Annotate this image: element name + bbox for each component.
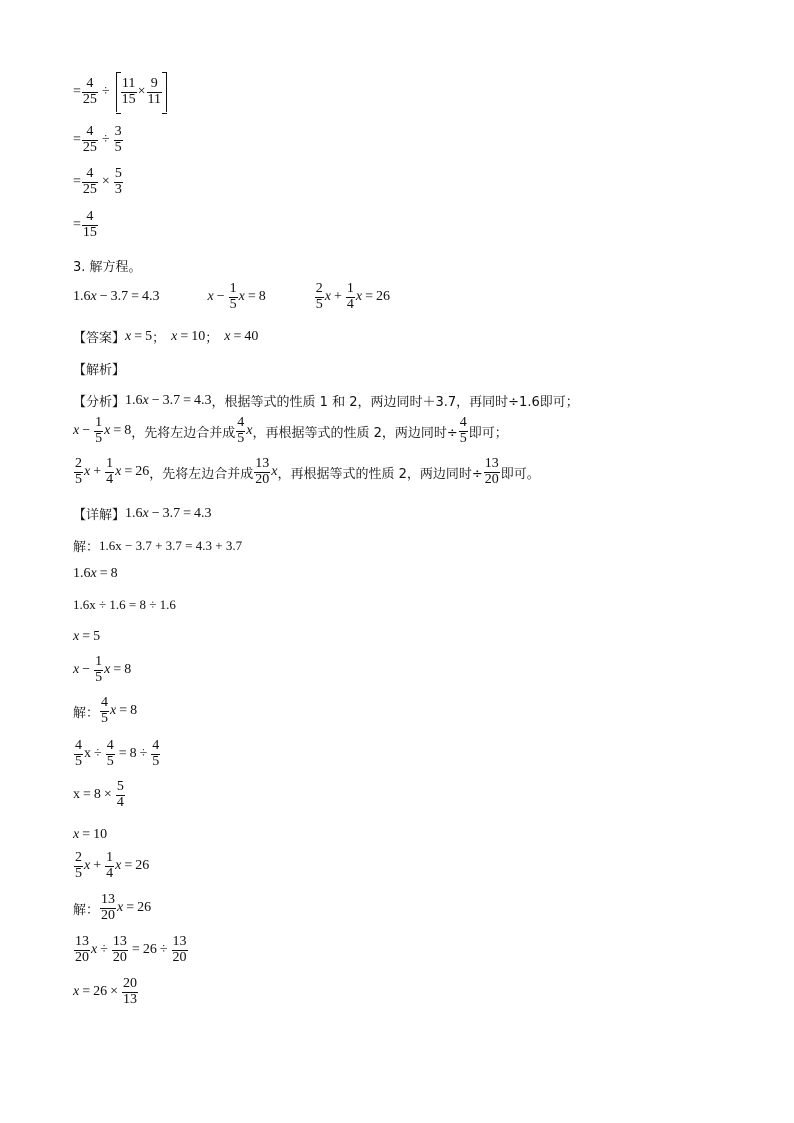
question-3-title: 3. 解方程。 — [73, 260, 142, 275]
answer-line: 【答案】 x = 5 ； x = 10 ； x = 40 — [73, 328, 259, 346]
solve-step-2: 1.6 x = 8 — [73, 566, 118, 581]
solve-step-3: 1.6x ÷ 1.6 = 8 ÷ 1.6 — [73, 597, 176, 612]
equation-1: 1.6 x − 3.7 = 4.3 — [73, 289, 160, 305]
solve-step-1: 解： 1.6x − 3.7 + 3.7 = 4.3 + 3.7 — [73, 537, 243, 555]
solve2-step-4: x = 10 — [73, 827, 108, 842]
solve3-step-3: x = 26 × $\frac{20}{13}$ — [73, 976, 138, 1007]
detail-line: 【详解】 1.6 x − 3.7 = 4.3 — [73, 505, 212, 523]
equation-2: x − $\frac{1}{5}$ x = 8 — [207, 281, 266, 312]
solve2-step-3: x = 8 × $\frac{5}{4}$ — [73, 779, 124, 810]
calc-line-2: = $\frac{4}{25}$ ÷ $\frac{3}{5}$ — [73, 124, 122, 155]
calc-line-1: = $\frac{4}{25}$ ÷ $\frac{11}{15}$ × $\frac{9}{11}$ — [73, 72, 170, 112]
solve3-step-1: 解： $\frac{13}{20}$ x = 26 — [73, 892, 152, 923]
solve3-step-2: $\frac{13}{20}$ x ÷ $\frac{13}{20}$ = 26 ÷ $\frac{13}{20}$ — [75, 934, 187, 965]
solve2-step-1: 解： $\frac{4}{5}$ x = 8 — [73, 695, 138, 726]
equation-3: $\frac{2}{5}$ x + $\frac{1}{4}$ x = 26 — [315, 281, 391, 312]
fraction: $\frac{4}{25}$ — [82, 75, 97, 107]
calc-line-4: = $\frac{4}{15}$ — [73, 209, 97, 240]
solve3-eq: $\frac{2}{5}$ x + $\frac{1}{4}$ x = 26 — [75, 850, 150, 881]
analysis-line-3: $\frac{2}{5}$ x + $\frac{1}{4}$ x = 26 ，先将左边合并成 $\frac{13}{20}$ x ，再根据等式的性质 2，两边同时÷ $\frac{13}{20}$ 即可。 — [75, 456, 540, 487]
analysis-label: 【解析】 — [73, 363, 126, 378]
solve2-step-2: $\frac{4}{5}$ x ÷ $\frac{4}{5}$ = 8 ÷ $\frac{4}{5}$ — [75, 738, 160, 769]
question-3-equations — [73, 282, 390, 312]
solve2-eq: x − $\frac{1}{5}$ x = 8 — [73, 654, 132, 685]
analysis-line-1: 【分析】 1.6 x − 3.7 = 4.3 ，根据等式的性质 1 和 2，两边同时＋3.7，再同时÷1.6即可； — [73, 392, 579, 410]
bracket-group: $\frac{11}{15}$ × $\frac{9}{11}$ — [116, 72, 167, 112]
calc-line-3: = $\frac{4}{25}$ × $\frac{5}{3}$ — [73, 166, 122, 197]
solve-step-4: x = 5 — [73, 629, 101, 644]
analysis-line-2: x − $\frac{1}{5}$ x = 8 ，先将左边合并成 $\frac{4}{5}$ x ，再根据等式的性质 2，两边同时÷ $\frac{4}{5}$ 即可； — [73, 415, 508, 446]
